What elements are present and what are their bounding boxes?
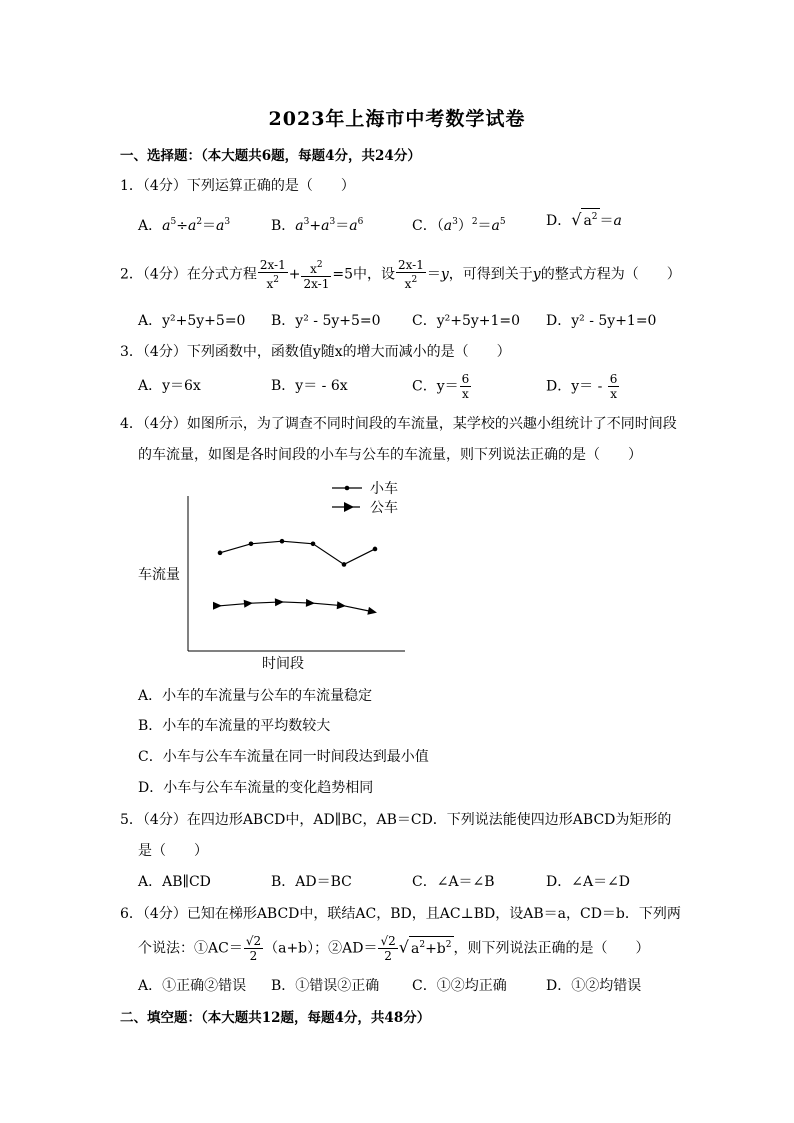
legend-bus-marker (344, 502, 354, 512)
q5-option-d: D．∠A＝∠D (546, 874, 631, 890)
q1-option-d: D．√ $a^2 =a$ (546, 210, 622, 229)
question-5-stem-line-1: 5．（4分）在四边形ABCD中，AD∥BC，AB＝CD．下列说法能使四边形ABCD为矩形的 (120, 812, 672, 828)
page-title: 2023年上海市中考数学试卷 (268, 108, 526, 130)
series-car-point (311, 541, 316, 546)
series-bus-point (337, 601, 347, 610)
legend-car-marker (345, 486, 350, 491)
series-bus-point (367, 607, 377, 617)
q4-option-c: C．小车与公车车流量在同一时间段达到最小值 (138, 749, 429, 765)
q2-option-b: B．y² - 5y+5=0 (271, 313, 381, 329)
q2-option-d: D．y² - 5y+1=0 (546, 313, 657, 329)
series-bus-point (213, 602, 222, 610)
series-bus-line (220, 602, 375, 612)
q6-option-c: C．①②均正确 (412, 978, 507, 994)
q4-option-b: B．小车的车流量的平均数较大 (138, 718, 331, 734)
q3-option-a: A．y＝6x (138, 378, 201, 394)
question-4-stem-line-2: 的车流量，如图是各时间段的小车与公车的车流量，则下列说法正确的是（ ） (138, 447, 642, 463)
question-6-stem-line-2: 个说法：①AC＝ $\frac{√2}{2}$ （a+b）；②AD＝ $\frac{√2}{2}$ √ $a^2+b^2$ ，则下列说法正确的是（ ） (138, 934, 650, 963)
q1-option-c: C．$(a^3)^2=a^5$ (412, 217, 506, 234)
question-2-stem: 2．（4分）在分式方程 $\frac{2x-1}{x^2}$ + $\frac{x^2}{2x-1}$ =5中，设 $\frac{2x-1}{x^2}$ ＝y，可得到关于y的整式方程为（ ） (120, 258, 681, 291)
q2-option-a: A．y²+5y+5=0 (138, 313, 246, 329)
series-car-point (280, 539, 285, 544)
y-axis-label: 车流量 (138, 567, 180, 583)
q4-option-d: D．小车与公车车流量的变化趋势相同 (138, 780, 374, 796)
q4-option-a: A．小车的车流量与公车的车流量稳定 (138, 688, 373, 704)
question-6-stem-line-1: 6．（4分）已知在梯形ABCD中，联结AC，BD，且AC⊥BD，设AB＝a，CD＝b．下列两 (120, 906, 681, 922)
q6-option-a: A．①正确②错误 (138, 978, 247, 994)
series-car-line (220, 541, 375, 564)
q3-option-d: D．y＝ - $\frac{6}{x}$ (546, 372, 618, 401)
legend-bus-label: 公车 (370, 500, 398, 516)
series-bus-point (275, 598, 284, 606)
series-car-point (373, 547, 378, 552)
section-1-heading: 一、选择题：（本大题共6题，每题4分，共24分） (120, 148, 421, 164)
q1-option-b: B．$a^3+a^3=a^6$ (271, 217, 364, 234)
q3-option-c: C．y＝ $\frac{6}{x}$ (412, 372, 470, 401)
section-2-heading: 二、填空题：（本大题共12题，每题4分，共48分） (120, 1010, 431, 1026)
series-car-point (342, 562, 347, 567)
q2-option-c: C．y²+5y+1=0 (412, 313, 521, 329)
q5-option-c: C．∠A＝∠B (412, 874, 495, 890)
q3-option-b: B．y＝ - 6x (271, 378, 348, 394)
q6-option-d: D．①②均错误 (546, 978, 642, 994)
q5-option-a: A．AB∥CD (138, 874, 211, 890)
question-5-stem-line-2: 是（ ） (138, 843, 208, 859)
question-3-stem: 3．（4分）下列函数中，函数值y随x的增大而减小的是（ ） (120, 344, 511, 360)
series-car-point (249, 541, 254, 546)
x-axis-label: 时间段 (262, 656, 304, 672)
legend-car-label: 小车 (370, 481, 398, 497)
series-bus-point (306, 599, 315, 607)
q6-option-b: B．①错误②正确 (271, 978, 380, 994)
series-bus-point (244, 599, 254, 608)
q1-option-a: A．$a^5\div a^2=a^3$ (138, 217, 231, 234)
question-1-stem: 1．（4分）下列运算正确的是（ ） (120, 178, 355, 194)
series-car-point (218, 551, 223, 556)
question-4-stem-line-1: 4．（4分）如图所示，为了调查不同时间段的车流量，某学校的兴趣小组统计了不同时间段 (120, 416, 677, 432)
traffic-line-chart (130, 476, 420, 676)
q5-option-b: B．AD＝BC (271, 874, 352, 890)
